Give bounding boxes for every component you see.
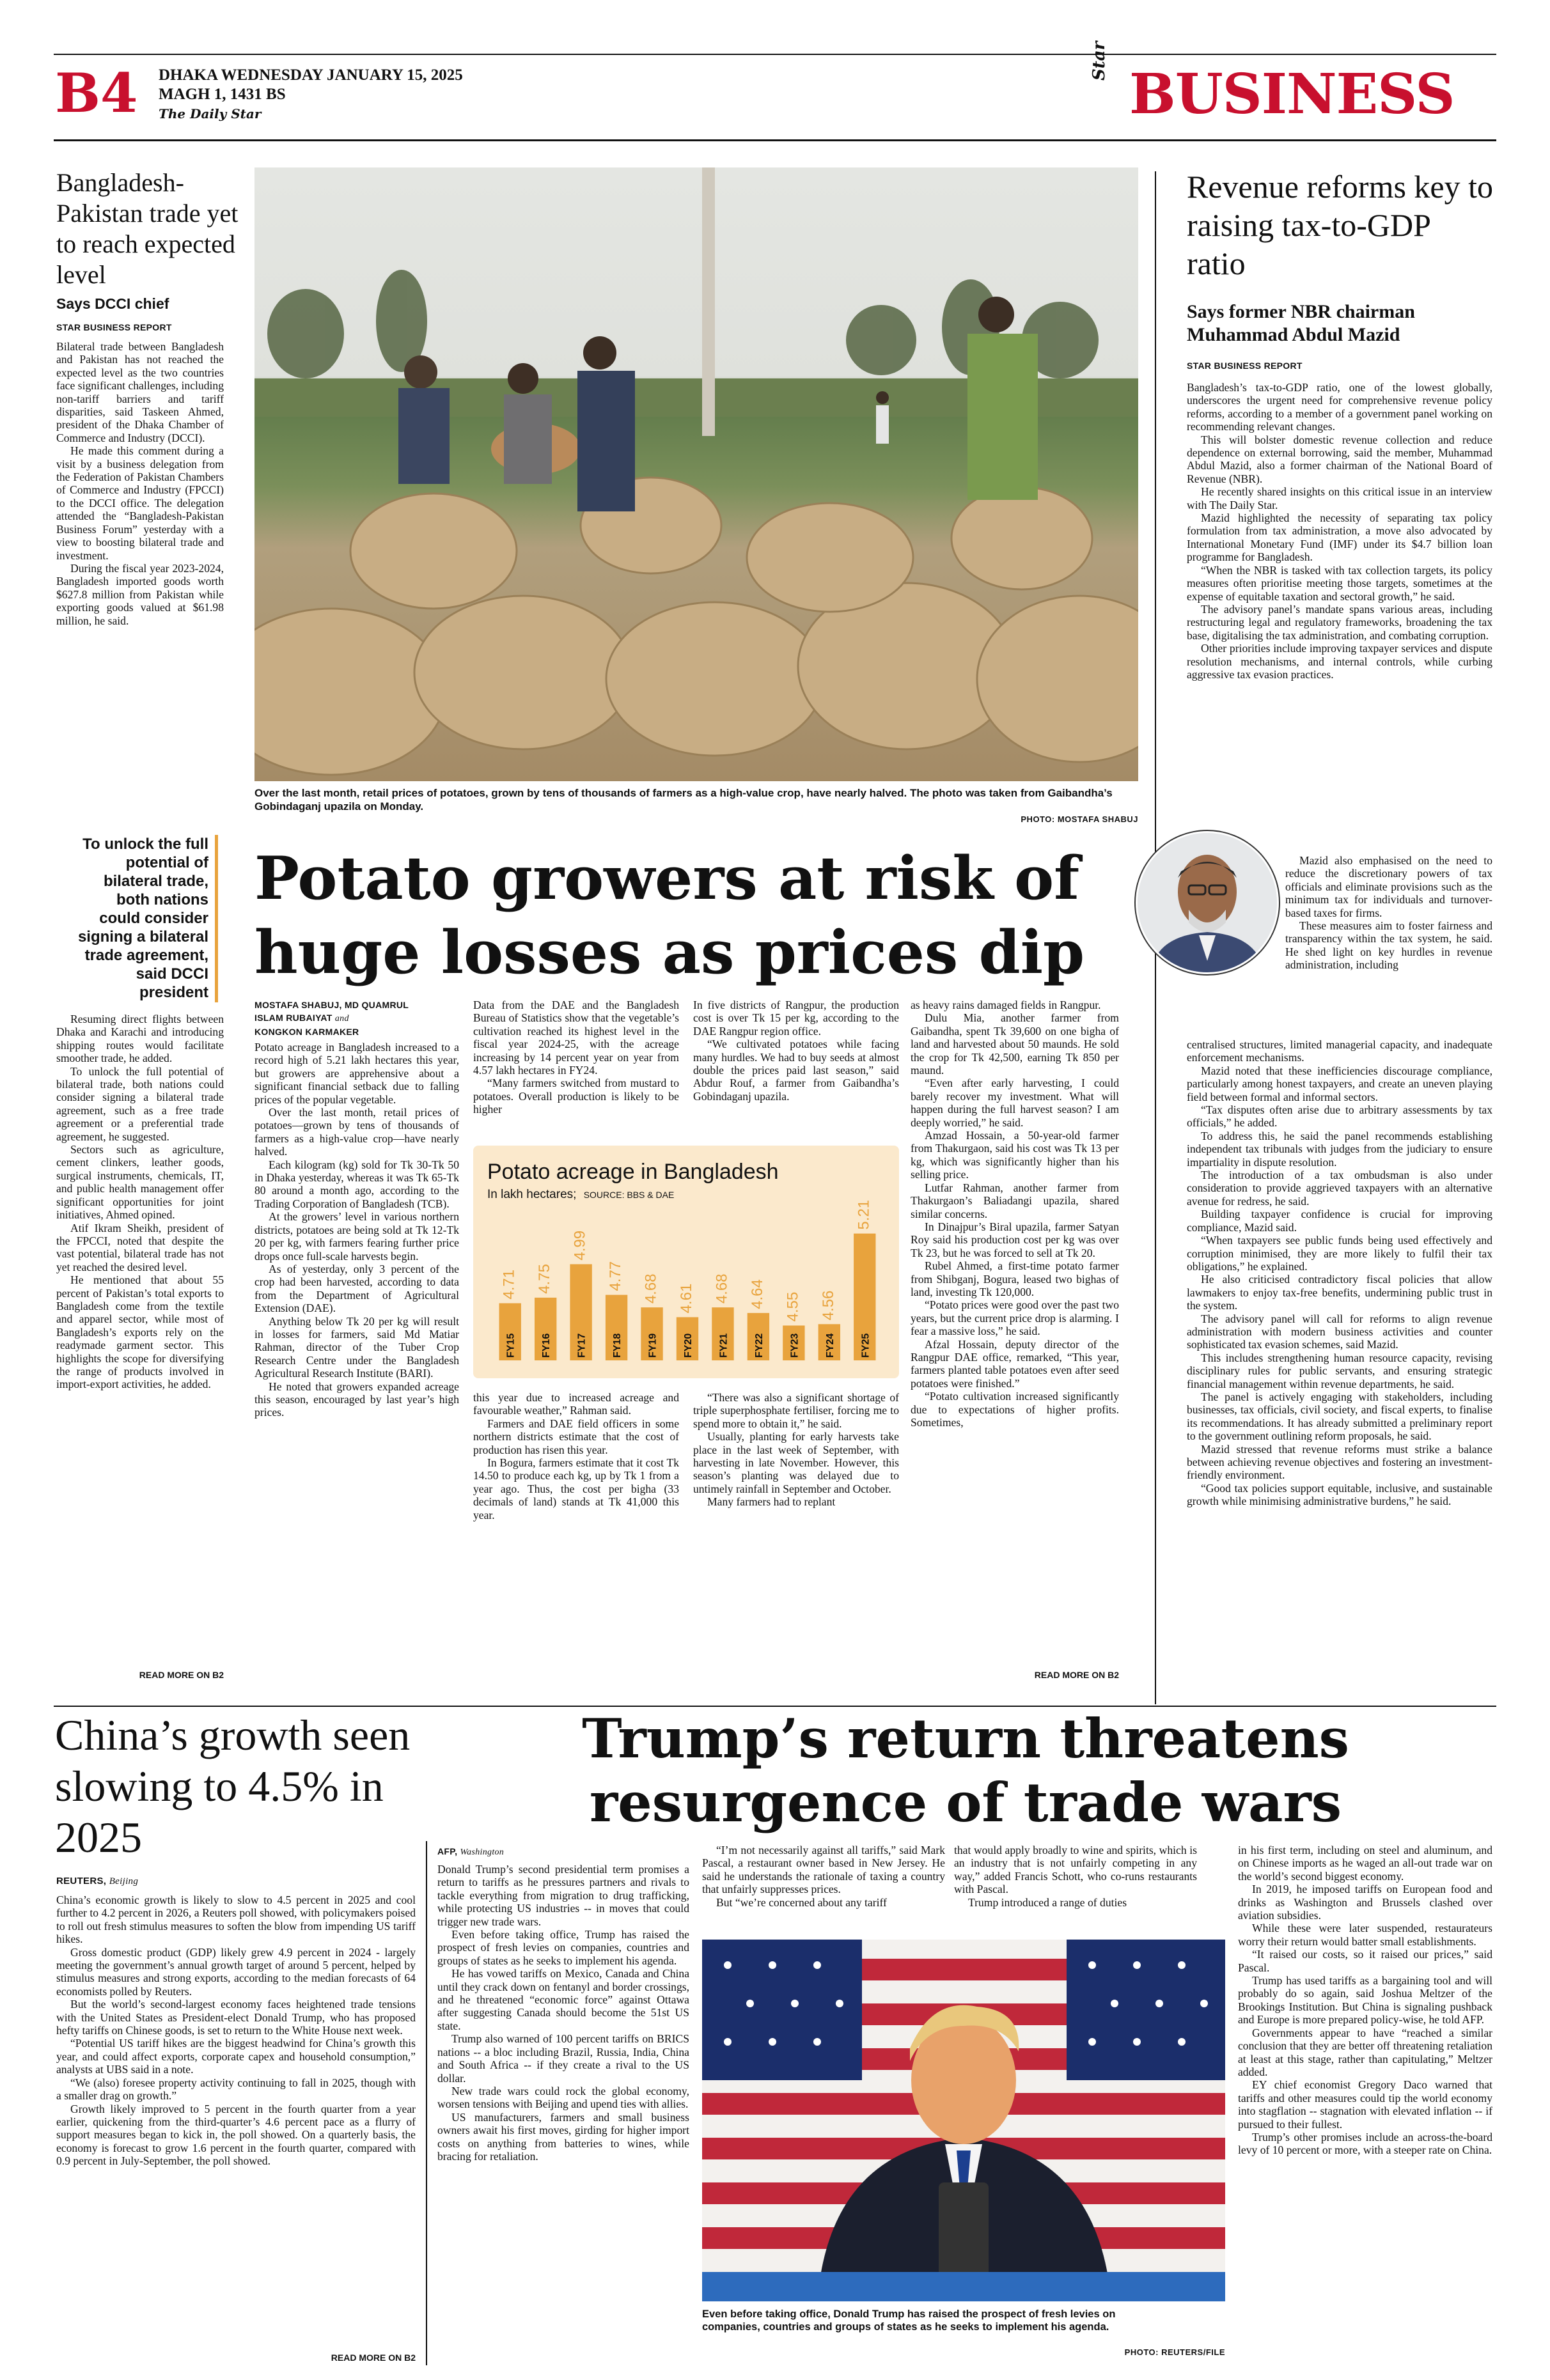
paragraph: Rubel Ahmed, a first-time potato farmer from Shibganj, Bogura, leased two bighas of land, investing Tk 120,000. xyxy=(911,1259,1119,1298)
trump-column-1 xyxy=(437,1863,689,2163)
trump-photo-credit: PHOTO: REUTERS/FILE xyxy=(1124,2347,1225,2357)
byline-line: MOSTAFA SHABUJ, MD QUAMRUL xyxy=(254,1000,409,1010)
byline-name: ISLAM RUBAIYAT xyxy=(254,1013,333,1023)
paragraph: The advisory panel will call for reforms to align revenue administration with modern business activities and counter sophisticated tax evasion schemes, said Mazid. xyxy=(1187,1312,1492,1351)
paragraph: centralised structures, limited managerial capacity, and inadequate enforcement mechanisms. xyxy=(1187,1038,1492,1064)
china-body xyxy=(56,1894,416,2168)
paragraph: “When taxpayers see public funds being used effectively and corruption minimised, they are more likely to fulfil their tax obligations,” he explained. xyxy=(1187,1234,1492,1273)
chart-value-label: 5.21 xyxy=(855,1199,873,1230)
paragraph: But the world’s second-largest economy faces heightened trade tensions with the United States as President-elect Donald Trump, who has proposed hefty tariffs on Chinese goods, is set to return to the White House next week. xyxy=(56,1998,416,2037)
paragraph: Bangladesh’s tax-to-GDP ratio, one of the lowest globally, underscores the urgent need for comprehensive revenue policy reforms, according to a member of a government panel working on recommending relevant changes. xyxy=(1187,381,1492,433)
chart-value-label: 4.68 xyxy=(713,1273,731,1304)
portrait-illustration xyxy=(1138,833,1277,972)
potato-acreage-chart xyxy=(473,1146,899,1378)
paragraph: Usually, planting for early harvests take place in the last week of September, with harvesting in late November. However, this season’s planting was delayed due to untimely rainfall in September and October. xyxy=(693,1430,899,1495)
pakistan-read-more[interactable]: READ MORE ON B2 xyxy=(139,1670,224,1680)
potato-column-2-bottom xyxy=(473,1391,679,1521)
trump-headline-line2: resurgence of trade wars xyxy=(590,1771,1342,1834)
pakistan-pullquote-bar xyxy=(215,835,218,1002)
paragraph: New trade wars could rock the global economy, worsen tensions with Beijing and upend ties with allies. xyxy=(437,2084,689,2111)
paragraph: In 2019, he imposed tariffs on European food and drinks as Washington and Brussels clashed over aviation subsidies. xyxy=(1238,1883,1492,1922)
paragraph: “We (also) foresee property activity continuing to fall in 2025, though with a smaller drag on growth.” xyxy=(56,2076,416,2103)
paragraph: Growth likely improved to 5 percent in the fourth quarter from a year earlier, quickening from the third-quarter’s 4.6 percent pace as a flurry of support measures began to kick in, the poll showed. On a quarterly basis, the economy is forecast to grow 1.6 percent in the fourth quarter, compared with 0.9 percent in July-September, the poll showed. xyxy=(56,2102,416,2168)
china-read-more[interactable]: READ MORE ON B2 xyxy=(331,2353,416,2363)
trump-column-2 xyxy=(702,1844,945,1909)
chart-svg xyxy=(473,1146,899,1378)
revenue-wrap-text xyxy=(1285,854,1492,972)
potato-photo-caption: Over the last month, retail prices of potatoes, grown by tens of thousands of farmers as a high-value crop, have nearly halved. The photo was taken from Gaibandha’s Gobindaganj upazila on Monday. xyxy=(254,787,1113,813)
paragraph: The panel is actively engaging with stakeholders, including businesses, tax officials, civil society, and fiscal experts, to finalise its recommendations. It has already submitted a preliminary report to the government outlining reform proposals, he said. xyxy=(1187,1390,1492,1443)
paragraph: He mentioned that about 55 percent of Pakistan’s total exports to Bangladesh come from the textile and apparel sector, while most of Bangladesh’s exports rely on the readymade garment sector. This highlights the scope for diversifying the range of products involved in import-export activities, he added. xyxy=(56,1273,224,1391)
potato-headline-line2: huge losses as prices dip xyxy=(254,917,1085,987)
paragraph: In Bogura, farmers estimate that it cost Tk 14.50 to produce each kg, up by Tk 1 from a year ago. Thus, the cost per bigha (33 decimals of land) stands at Tk 41,000 this year. xyxy=(473,1456,679,1521)
paragraph: “Good tax policies support equitable, inclusive, and sustainable growth while minimising administrative burdens,” he said. xyxy=(1187,1481,1492,1508)
paragraph: Even before taking office, Trump has raised the prospect of fresh levies on companies, countries and groups of states as he seeks to implement his agenda. xyxy=(437,1928,689,1967)
paragraph: The advisory panel’s mandate spans various areas, including restructuring legal and regulatory frameworks, broadening the tax base, digitalising the tax administration, and combating corruption. xyxy=(1187,602,1492,642)
byline-line: KONGKON KARMAKER xyxy=(254,1027,359,1037)
chart-value-label: 4.75 xyxy=(536,1264,554,1294)
paragraph: in his first term, including on steel and aluminum, and on Chinese imports as he waged an all-out trade war on the world’s second biggest economy. xyxy=(1238,1844,1492,1883)
pakistan-headline: Bangladesh-Pakistan trade yet to reach expected level xyxy=(56,168,239,289)
potato-column-3-bottom xyxy=(693,1391,899,1509)
potato-headline-line1: Potato growers at risk of xyxy=(254,843,1080,913)
paper-name: The Daily Star xyxy=(159,106,262,121)
paragraph: Each kilogram (kg) sold for Tk 30-Tk 50 in Dhaka yesterday, whereas it was Tk 65-Tk 80 around a month ago, according to the Trading Corporation of Bangladesh (TCB). xyxy=(254,1158,459,1210)
trump-byline-agency: AFP, xyxy=(437,1846,458,1856)
paragraph: US manufacturers, farmers and small business owners await his first moves, girding for higher import costs on anything from batteries to wines, while bracing for retaliation. xyxy=(437,2110,689,2163)
paragraph: as heavy rains damaged fields in Rangpur. xyxy=(911,999,1101,1011)
paragraph: Data from the DAE and the Bangladesh Bureau of Statistics show that the vegetable’s cultivation reached its highest level in the fiscal year 2024-25, with the acreage increasing by 14 percent year on year from 4.57 lakh hectares in FY24. xyxy=(473,999,679,1077)
paragraph: “Tax disputes often arise due to arbitrary assessments by tax officials,” he added. xyxy=(1187,1103,1492,1130)
potato-column-3-top xyxy=(693,999,899,1103)
paragraph: Many farmers had to replant xyxy=(707,1495,836,1509)
potato-column-4 xyxy=(911,999,1119,1429)
chart-value-label: 4.64 xyxy=(748,1279,766,1309)
china-headline: China’s growth seen slowing to 4.5% in 2025 xyxy=(55,1711,411,1862)
paragraph: Other priorities include improving taxpayer services and dispute resolution mechanisms, and internal controls, while curbing aggressive tax evasion practices. xyxy=(1187,642,1492,681)
chart-value-label: 4.55 xyxy=(784,1291,802,1322)
paragraph: Gross domestic product (GDP) likely grew 4.9 percent in 2024 - largely meeting the government’s annual growth target of around 5 percent, helped by stimulus measures and strong exports, according to the median forecasts of 64 economists polled by Reuters. xyxy=(56,1945,416,1998)
paragraph: He also criticised contradictory fiscal policies that allow lawmakers to enjoy tax-free benefits, undermining public trust in the system. xyxy=(1187,1273,1492,1312)
paragraph: Trump introduced a range of duties xyxy=(968,1895,1127,1909)
chart-value-label: 4.99 xyxy=(571,1230,589,1261)
paragraph: This includes strengthening human resource capacity, revising disciplinary rules for public servants, and ensuring strategic financial management within revenue departments, he said. xyxy=(1187,1351,1492,1390)
paragraph: “It raised our costs, so it raised our prices,” said Pascal. xyxy=(1238,1948,1492,1974)
chart-source: SOURCE: BBS & DAE xyxy=(583,1190,675,1200)
revenue-byline: STAR BUSINESS REPORT xyxy=(1187,361,1303,371)
chart-category-label: FY19 xyxy=(647,1333,659,1358)
potato-photo-credit: PHOTO: MOSTAFA SHABUJ xyxy=(1021,814,1138,824)
paragraph: Mazid stressed that revenue reforms must strike a balance between achieving revenue objectives and fostering an investment-friendly environment. xyxy=(1187,1442,1492,1482)
paragraph: “There was also a significant shortage of triple superphosphate fertiliser, forcing me to spend more to obtain it,” he said. xyxy=(693,1391,899,1430)
paragraph: Donald Trump’s second presidential term promises a return to tariffs as he pressures partners and rivals to tackle everything from migration to drug trafficking, while protecting US industries -- in moves that could trigger new trade wars. xyxy=(437,1863,689,1928)
paragraph: Resuming direct flights between Dhaka and Karachi and introducing shipping routes would facilitate smoother trade, he added. xyxy=(56,1013,224,1065)
mazid-portrait xyxy=(1136,831,1279,974)
paragraph: “When the NBR is tasked with tax collection targets, its policy measures often prioritise meeting those targets, sometimes at the expense of equitable taxation and sectoral growth,” he said. xyxy=(1187,563,1492,603)
paragraph: In five districts of Rangpur, the production cost is over Tk 15 per kg, according to the DAE Rangpur region office. xyxy=(693,999,899,1038)
bangla-date: MAGH 1, 1431 BS xyxy=(159,86,286,103)
paragraph: He recently shared insights on this critical issue in an interview with The Daily Star. xyxy=(1187,485,1492,511)
pakistan-subhead: Says DCCI chief xyxy=(56,295,169,312)
trump-column-3 xyxy=(954,1844,1197,1909)
chart-category-label: FY17 xyxy=(576,1333,588,1358)
chart-category-label: FY15 xyxy=(505,1333,517,1358)
paragraph: Trump also warned of 100 percent tariffs on BRICS nations -- a bloc including Brazil, Russia, India, China and South Africa -- if they create a rival to the US dollar. xyxy=(437,2032,689,2085)
potato-column-1 xyxy=(254,1041,459,1419)
potato-headline xyxy=(254,841,1150,990)
paragraph: He made this comment during a visit by a business delegation from the Federation of Pakistan Chambers of Commerce and Industry (FPCCI) to the DCCI office. The delegation attended the “Bangladesh-Pakistan Business Forum” yesterday with a view to boosting bilateral trade and investment. xyxy=(56,444,224,562)
page-number: B4 xyxy=(55,61,138,125)
star-logo: Star xyxy=(1090,41,1109,81)
byline-line xyxy=(254,1011,459,1025)
paragraph: China’s economic growth is likely to slow to 4.5 percent in 2025 and cool further to 4.2 percent in 2026, a Reuters poll showed, with policymakers poised to roll out fresh stimulus measures to soften the blow from impending US tariff hikes. xyxy=(56,1894,416,1946)
paragraph: To unlock the full potential of bilateral trade, both nations could consider signing a bilateral trade agreement, such as a free trade agreement or a preferential trade agreement, he suggested. xyxy=(56,1064,224,1143)
potato-photo-illustration xyxy=(254,167,1138,781)
pakistan-body-2 xyxy=(56,1013,224,1391)
china-byline xyxy=(56,1876,138,1887)
paragraph: Trump has used tariffs as a bargaining tool and will probably do so again, said Joshua Meltzer of the Brookings Institution. But China is signaling pushback and Europe is more prepared policy-wise, he told AFP. xyxy=(1238,1974,1492,2026)
paragraph: He has vowed tariffs on Mexico, Canada and China until they crack down on fentanyl and border crossings, and he threatened “economic force” against Ottawa after suggesting Canada should become the 51st US state. xyxy=(437,1967,689,2032)
chart-value-label: 4.56 xyxy=(819,1290,837,1321)
potato-read-more[interactable]: READ MORE ON B2 xyxy=(1034,1670,1119,1680)
paragraph: To address this, he said the panel recommends establishing independent tax tribunals with judges from the judiciary to ensure impartiality in dispute resolution. xyxy=(1187,1129,1492,1169)
paragraph: As of yesterday, only 3 percent of the crop had been harvested, according to data from the Department of Agricultural Extension (DAE). xyxy=(254,1262,459,1315)
paragraph: Anything below Tk 20 per kg will result in losses for farmers, said Md Matiar Rahman, director of the Tuber Crop Research Centre under the Bangladesh Agricultural Research Institute (BARI). xyxy=(254,1314,459,1380)
trump-headline-line1: Trump’s return threatens xyxy=(582,1707,1349,1770)
paragraph: During the fiscal year 2023-2024, Bangladesh imported goods worth $627.8 million from Pakistan while exporting goods valued at $61.98 million, he said. xyxy=(56,561,224,627)
paragraph: In Dinajpur’s Biral upazila, farmer Satyan Roy said his production cost per kg was over Tk 23, but he was forced to sell at Tk 20. xyxy=(911,1220,1119,1259)
paragraph: This will bolster domestic revenue collection and reduce dependence on external borrowing, said the member, Muhammad Abdul Mazid, also a former chairman of the National Board of Revenue (NBR). xyxy=(1187,433,1492,485)
paragraph: Governments appear to have “reached a similar conclusion that they are better off threatening retaliation at least at this stage, rather than capitulating,” Meltzer added. xyxy=(1238,2026,1492,2078)
paragraph: But “we’re concerned about any tariff xyxy=(716,1895,887,1909)
chart-value-label: 4.77 xyxy=(607,1261,625,1291)
paragraph: Lutfar Rahman, another farmer from Thakurgaon’s Baliadangi upazila, shared similar concerns. xyxy=(911,1181,1119,1220)
chart-category-label: FY25 xyxy=(860,1333,872,1358)
china-byline-place: Beijing xyxy=(109,1876,139,1886)
paragraph: “I’m not necessarily against all tariffs,” said Mark Pascal, a restaurant owner based in New Jersey. He said he understands the rationale of taxing a country that unfairly suppresses prices. xyxy=(702,1844,945,1896)
paragraph: “We cultivated potatoes while facing many hurdles. We had to buy seeds at almost double the prices paid last season,” said Abdur Rouf, a farmer from Gaibandha’s Gobindaganj upazila. xyxy=(693,1038,899,1103)
chart-category-label: FY20 xyxy=(683,1333,694,1358)
paragraph: These measures aim to foster fairness and transparency within the tax system, he said. He shed light on key hurdles in revenue administration, including xyxy=(1285,919,1492,972)
paragraph: that would apply broadly to wine and spirits, which is an industry that is not unfairly competing in any way,” added Francis Schott, who co-runs restaurants with Pascal. xyxy=(954,1844,1197,1896)
paragraph: Bilateral trade between Bangladesh and Pakistan has not reached the expected level as the two countries face significant challenges, including non-tariff barriers and tariff disparities, said Taskeen Ahmed, president of the Dhaka Chamber of Commerce and Industry (DCCI). xyxy=(56,340,224,444)
paragraph: “Even after early harvesting, I could barely recover my investment. What will happen during the full harvest season? I am deeply worried,” he said. xyxy=(911,1077,1119,1129)
paragraph: Dulu Mia, another farmer from Gaibandha, spent Tk 39,600 on one bigha of land and harvested about 50 maunds. He sold the crop for Tk 42,500, earning Tk 850 per maund. xyxy=(911,1011,1119,1077)
trump-photo-caption: Even before taking office, Donald Trump has raised the prospect of fresh levies on companies, countries and groups of states as he seeks to implement his agenda. xyxy=(702,2308,1116,2333)
paragraph: Amzad Hossain, a 50-year-old farmer from Thakurgaon, said his cost was Tk 13 per kg, which was significantly higher than his selling price. xyxy=(911,1129,1119,1181)
pakistan-body xyxy=(56,340,224,627)
chart-category-label: FY18 xyxy=(612,1333,623,1358)
trump-photo-illustration xyxy=(702,1940,1225,2301)
paragraph: this year due to increased acreage and favourable weather,” Rahman said. xyxy=(473,1391,679,1417)
revenue-body xyxy=(1187,381,1492,681)
pakistan-byline: STAR BUSINESS REPORT xyxy=(56,322,172,332)
paragraph: “Potential US tariff hikes are the biggest headwind for China’s growth this year, and could affect exports, corporate capex and household consumption,” analysts at UBS said in a note. xyxy=(56,2037,416,2076)
paragraph: Mazid noted that these inefficiencies discourage compliance, particularly among honest taxpayers, and create an uneven playing field between formal and informal sectors. xyxy=(1187,1064,1492,1103)
trump-photo xyxy=(702,1940,1225,2301)
paragraph: EY chief economist Gregory Daco warned that tariffs and other measures could tip the world economy into stagflation -- stagnation with elevated inflation -- if pursued to their fullest. xyxy=(1238,2078,1492,2131)
paragraph: Over the last month, retail prices of potatoes—grown by tens of thousands of farmers as a high-value crop—have nearly halved. xyxy=(254,1106,459,1158)
paragraph: Mazid highlighted the necessity of separating tax policy formulation from tax administration, a move also advocated by International Monetary Fund (IMF) under its $4.7 billion loan programme for Bangladesh. xyxy=(1187,511,1492,564)
chart-unit: In lakh hectares; xyxy=(487,1188,577,1201)
chart-category-label: FY24 xyxy=(824,1333,836,1358)
trump-byline xyxy=(437,1846,504,1858)
trump-column-4 xyxy=(1238,1844,1492,2157)
paragraph: “Potato prices were good over the past two years, but the current price drop is alarming. I fear a massive loss,” he said. xyxy=(911,1298,1119,1338)
pakistan-pullquote: To unlock the full potential of bilateral trade, both nations could consider signing a bilateral trade agreement, said DCCI president xyxy=(77,836,208,1001)
revenue-body-2 xyxy=(1187,1038,1492,1508)
potato-byline xyxy=(254,999,459,1038)
chart-category-label: FY16 xyxy=(541,1333,552,1358)
paragraph: “Many farmers switched from mustard to potatoes. Overall production is likely to be higher xyxy=(473,1077,679,1116)
chart-value-label: 4.61 xyxy=(678,1283,695,1314)
paragraph: At the growers’ level in various northern districts, potatoes are being sold at Tk 12-Tk 20 per kg, with farmers fearing further price drops once full-scale harvests begin. xyxy=(254,1210,459,1263)
paragraph: The introduction of a tax ombudsman is also under consideration to provide aggrieved taxpayers with an alternative avenue for redress, he said. xyxy=(1187,1169,1492,1208)
paragraph: Afzal Hossain, deputy director of the Rangpur DAE office, remarked, “This year, farmers planted table potatoes even after seed potatoes were finished.” xyxy=(911,1337,1119,1390)
chart-category-label: FY22 xyxy=(753,1333,765,1358)
paragraph: Mazid also emphasised on the need to reduce the discretionary powers of tax officials and eliminate provisions such as the minimum tax for individuals and turnover-based taxes for firms. xyxy=(1285,854,1492,919)
paragraph: Building taxpayer confidence is crucial for improving compliance, Mazid said. xyxy=(1187,1208,1492,1234)
paragraph: Trump’s other promises include an across-the-board levy of 10 percent or more, with a steeper rate on China. xyxy=(1238,2130,1492,2157)
paragraph: Potato acreage in Bangladesh increased to a record high of 5.21 lakh hectares this year, but growers are apprehensive about a significant financial setback due to falling prices of the popular vegetable. xyxy=(254,1041,459,1106)
paragraph: “Potato cultivation increased significantly due to expectations of higher profits. Sometimes, xyxy=(911,1390,1119,1429)
paragraph: He noted that growers expanded acreage this season, encouraged by last year’s high prices. xyxy=(254,1380,459,1419)
china-byline-agency: REUTERS, xyxy=(56,1876,107,1886)
section-title: BUSINESS xyxy=(1129,62,1455,127)
paragraph: Farmers and DAE field officers in some northern districts estimate that the cost of production has risen this year. xyxy=(473,1417,679,1456)
trump-byline-place: Washington xyxy=(460,1847,505,1857)
paragraph: While these were later suspended, restaurateurs worry their return would batter small establishments. xyxy=(1238,1922,1492,1948)
potato-column-2-top xyxy=(473,999,679,1116)
chart-title: Potato acreage in Bangladesh xyxy=(487,1160,779,1184)
trump-headline xyxy=(435,1707,1496,1835)
chart-category-label: FY23 xyxy=(789,1333,801,1358)
revenue-headline: Revenue reforms key to raising tax-to-GDP ratio xyxy=(1187,169,1494,281)
paragraph: Atif Ikram Sheikh, president of the FPCCI, noted that despite the vast potential, bilateral trade has not yet reached the desired level. xyxy=(56,1221,224,1273)
byline-and: and xyxy=(334,1014,349,1023)
revenue-subhead: Says former NBR chairman Muhammad Abdul Mazid xyxy=(1187,301,1415,345)
chart-value-label: 4.68 xyxy=(642,1273,660,1304)
chart-category-label: FY21 xyxy=(718,1333,730,1358)
potato-farmers-photo xyxy=(254,167,1138,781)
dateline: DHAKA WEDNESDAY JANUARY 15, 2025 xyxy=(159,66,463,84)
chart-value-label: 4.71 xyxy=(500,1269,518,1300)
paragraph: Sectors such as agriculture, cement clinkers, leather goods, surgical instruments, chemicals, IT, and public health management offer significant opportunities for joint initiatives, Ahmed opined. xyxy=(56,1143,224,1222)
